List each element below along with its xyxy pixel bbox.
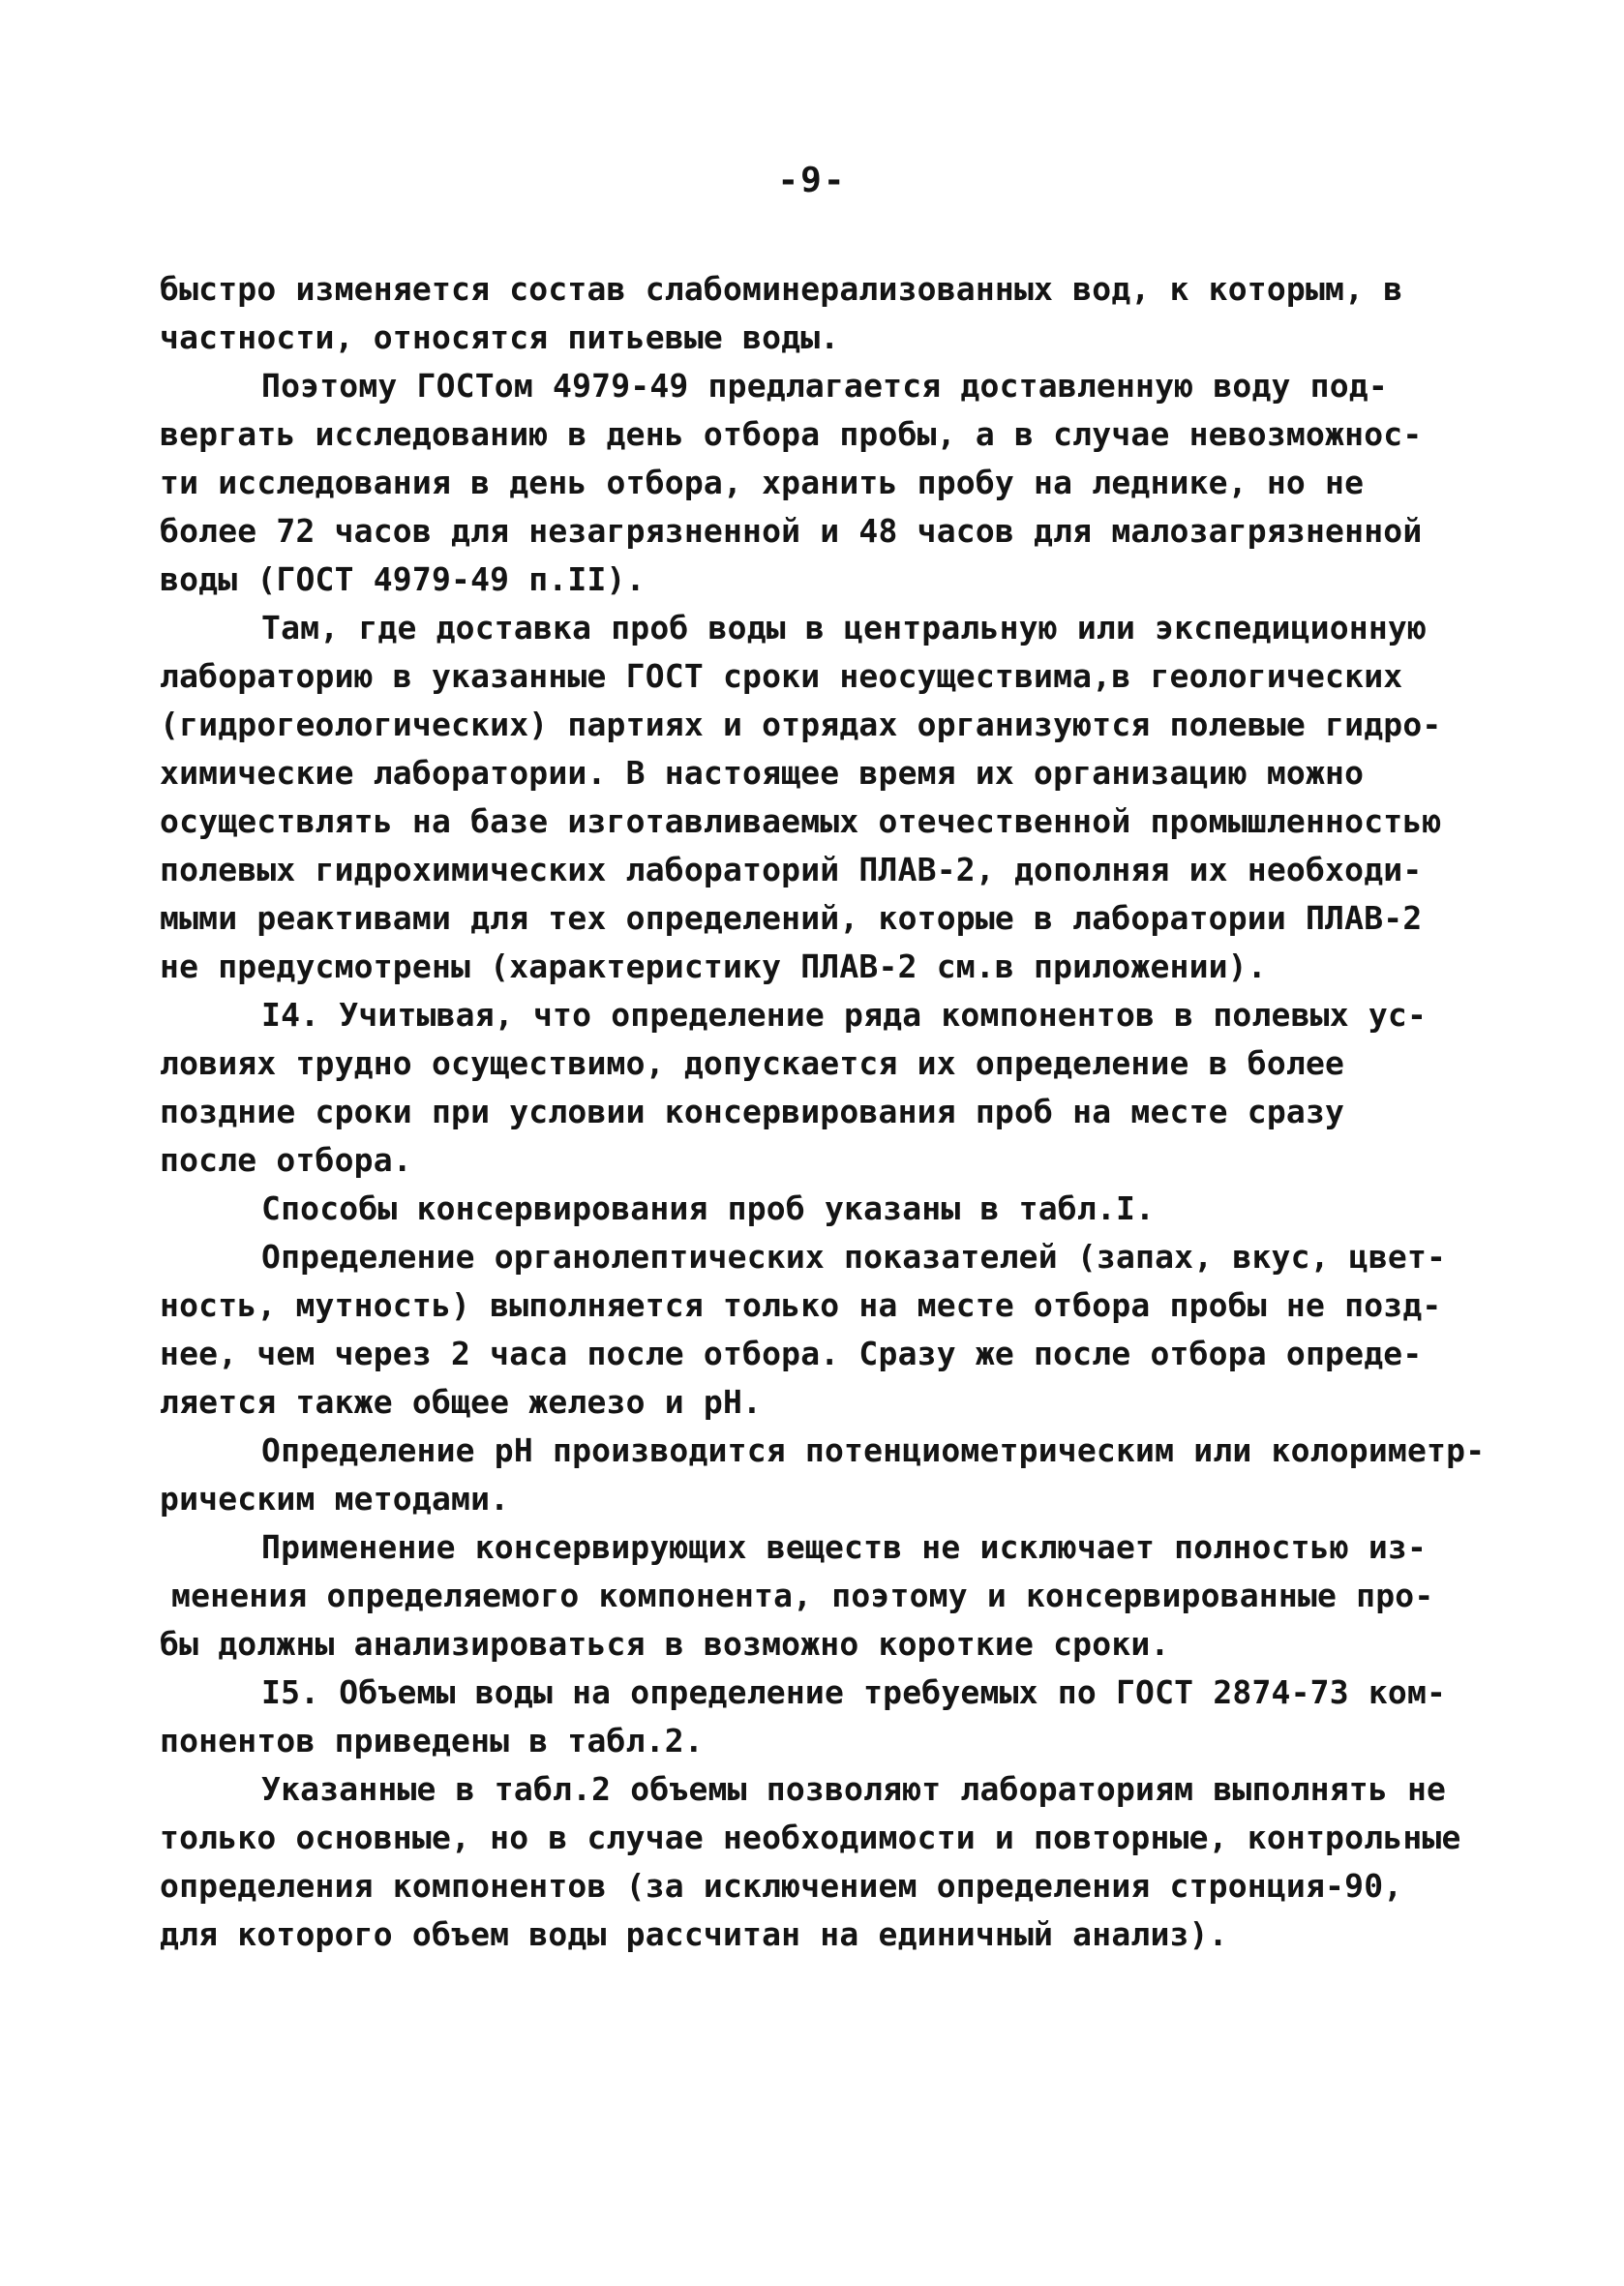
text-line: после отбора. <box>160 1141 412 1179</box>
text-line: только основные, но в случае необходимости и повторные, контрольные <box>160 1819 1461 1856</box>
text-line: вергать исследованию в день отбора пробы, а в случае невозможнос- <box>160 415 1423 453</box>
text-line: I4. Учитывая, что определение ряда компонентов в полевых ус- <box>261 996 1428 1034</box>
text-line: частности, относятся питьевые воды. <box>160 318 840 356</box>
text-line: ти исследования в день отбора, хранить пробу на леднике, но не <box>160 464 1365 501</box>
text-line: для которого объем воды рассчитан на единичный анализ). <box>160 1915 1228 1953</box>
text-line: ловиях трудно осуществимо, допускается их определение в более <box>160 1044 1345 1082</box>
text-line: понентов приведены в табл.2. <box>160 1722 704 1760</box>
text-line: быстро изменяется состав слабоминерализованных вод, к которым, в <box>160 270 1403 308</box>
text-line: мыми реактивами для тех определений, которые в лаборатории ПЛАВ-2 <box>160 899 1423 937</box>
text-line: более 72 часов для незагрязненной и 48 часов для малозагрязненной <box>160 512 1423 550</box>
text-line: Способы консервирования проб указаны в табл.I. <box>261 1189 1156 1227</box>
text-line: Поэтому ГОСТом 4979-49 предлагается доставленную воду под- <box>261 367 1388 405</box>
text-line: Определение органолептических показателей (запах, вкус, цвет- <box>261 1238 1447 1276</box>
body-text <box>160 265 1534 1959</box>
text-line: поздние сроки при условии консервирования проб на месте сразу <box>160 1093 1345 1130</box>
text-line: определения компонентов (за исключением определения стронция-90, <box>160 1867 1403 1905</box>
text-line: рическим методами. <box>160 1480 510 1518</box>
text-line: ляется также общее железо и pH. <box>160 1383 763 1421</box>
text-line: Там, где доставка проб воды в центральную или экспедиционную <box>261 609 1428 647</box>
text-line: Указанные в табл.2 объемы позволяют лабораториям выполнять не <box>261 1770 1447 1808</box>
text-line: химические лаборатории. В настоящее время их организацию можно <box>160 754 1365 792</box>
text-line: ность, мутность) выполняется только на месте отбора пробы не позд- <box>160 1286 1442 1324</box>
text-line: бы должны анализироваться в возможно короткие сроки. <box>160 1625 1170 1663</box>
text-line: полевых гидрохимических лабораторий ПЛАВ-2, дополняя их необходи- <box>160 851 1423 888</box>
text-line: лабораторию в указанные ГОСТ сроки неосуществима,в геологических <box>160 657 1403 695</box>
text-line: воды (ГОСТ 4979-49 п.II). <box>160 560 646 598</box>
text-line: не предусмотрены (характеристику ПЛАВ-2 см.в приложении). <box>160 947 1267 985</box>
page-number: -9- <box>777 161 847 200</box>
text-line: (гидрогеологических) партиях и отрядах организуются полевые гидро- <box>160 706 1442 743</box>
text-line: Применение консервирующих веществ не исключает полностью из- <box>261 1528 1428 1566</box>
text-line: менения определяемого компонента, поэтому и консервированные про- <box>171 1577 1434 1614</box>
text-line: нее, чем через 2 часа после отбора. Сразу же после отбора опреде- <box>160 1335 1423 1372</box>
text-line: осуществлять на базе изготавливаемых отечественной промышленностью <box>160 802 1442 840</box>
text-line: I5. Объемы воды на определение требуемых по ГОСТ 2874-73 ком- <box>261 1673 1447 1711</box>
text-line: Определение pH производится потенциометрическим или колориметр- <box>261 1431 1486 1469</box>
